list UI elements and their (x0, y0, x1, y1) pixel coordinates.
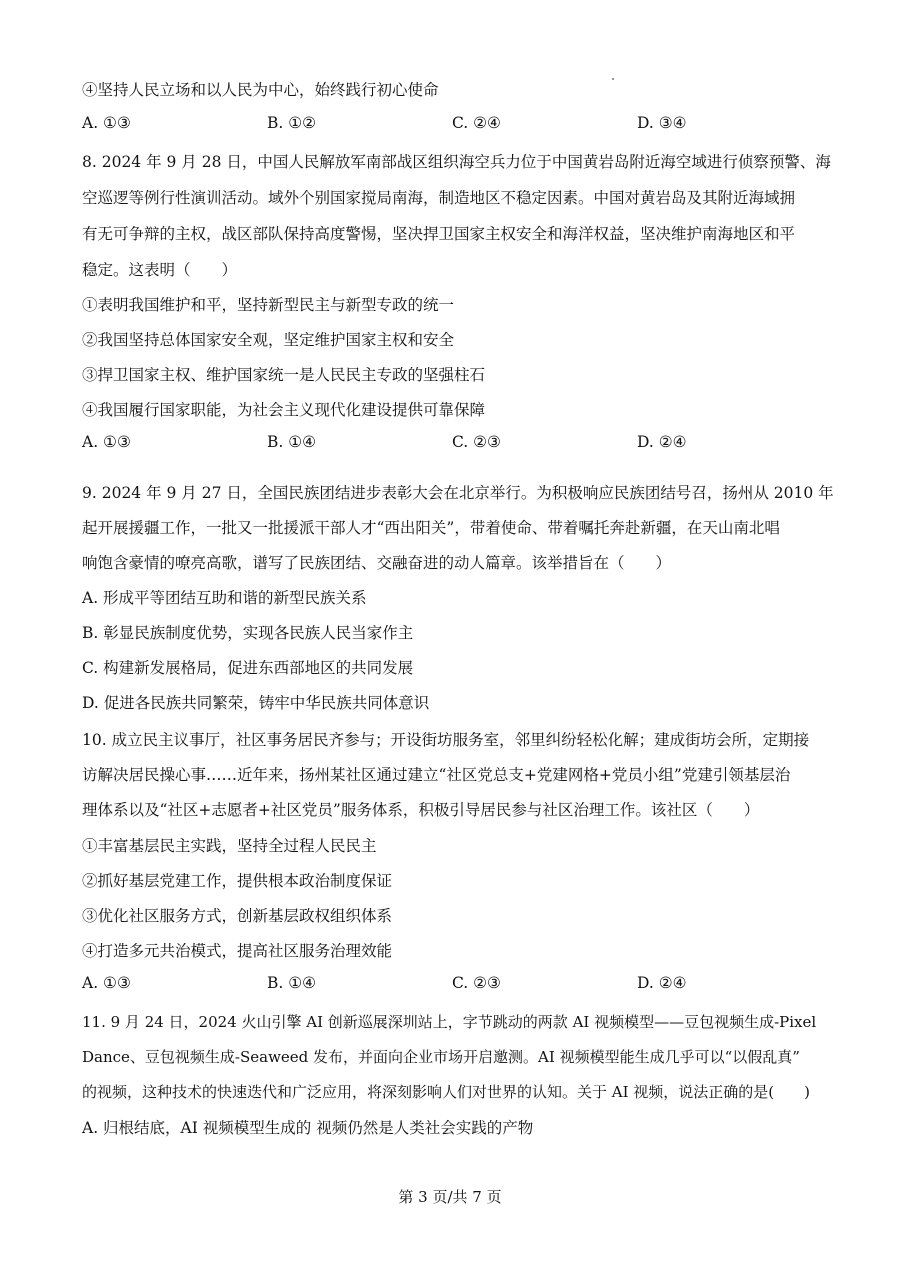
q8-stem-line: 有无可争辩的主权，战区部队保持高度警惕，坚决捍卫国家主权安全和海洋权益，坚决维护南海地区和平 (82, 225, 796, 243)
q8-item-1: ①表明我国维护和平，坚持新型民主与新型专政的统一 (82, 296, 455, 314)
q7-item-4: ④坚持人民立场和以人民为中心，始终践行初心使命 (82, 81, 439, 99)
q11-stem-line: 的视频，这种技术的快速迭代和广泛应用，将深刻影响人们对世界的认知。关于 AI 视频，说法正确的是( ) (82, 1083, 811, 1101)
q8-option-a: A. ①③ (82, 433, 131, 451)
q11-choice-a: A. 归根结底，AI 视频模型生成的 视频仍然是人类社会实践的产物 (82, 1119, 534, 1137)
scan-speck (612, 78, 614, 80)
q8-stem-line: 稳定。这表明（ ） (82, 261, 238, 279)
q9-stem-line: 9. 2024 年 9 月 27 日，全国民族团结进步表彰大会在北京举行。为积极响应民族团结号召，扬州从 2010 年 (82, 484, 834, 502)
q7-option-b: B. ①② (267, 114, 317, 132)
q10-item-3: ③优化社区服务方式，创新基层政权组织体系 (82, 907, 393, 925)
q8-item-2: ②我国坚持总体国家安全观，坚定维护国家主权和安全 (82, 331, 455, 349)
q7-option-d: D. ③④ (637, 114, 687, 132)
q8-option-d: D. ②④ (637, 433, 687, 451)
q8-item-4: ④我国履行国家职能，为社会主义现代化建设提供可靠保障 (82, 401, 486, 419)
q11-stem-line: Dance、豆包视频生成-Seaweed 发布，并面向企业市场开启邀测。AI 视频模型能生成几乎可以“以假乱真” (82, 1048, 800, 1066)
q7-options (82, 114, 822, 138)
q10-option-c: C. ②③ (452, 974, 501, 992)
q9-stem-line: 起开展援疆工作，一批又一批援派干部人才“西出阳关”，带着使命、带着嘱托奔赴新疆，在天山南北唱 (82, 519, 780, 537)
q9-stem-line: 响饱含豪情的嘹亮高歌，谱写了民族团结、交融奋进的动人篇章。该举措旨在（ ） (82, 554, 672, 572)
q9-choice-a: A. 形成平等团结互助和谐的新型民族关系 (82, 589, 367, 607)
q9-choice-c: C. 构建新发展格局，促进东西部地区的共同发展 (82, 659, 414, 677)
q8-item-3: ③捍卫国家主权、维护国家统一是人民民主专政的坚强柱石 (82, 366, 486, 384)
q9-choice-b: B. 彰显民族制度优势，实现各民族人民当家作主 (82, 624, 414, 642)
q8-options (82, 433, 822, 457)
q8-option-b: B. ①④ (267, 433, 317, 451)
q8-stem-line: 空巡逻等例行性演训活动。域外个别国家搅局南海，制造地区不稳定因素。中国对黄岩岛及其附近海域拥 (82, 189, 796, 207)
q10-item-2: ②抓好基层党建工作，提供根本政治制度保证 (82, 872, 393, 890)
q10-stem-line: 理体系以及“社区+志愿者+社区党员”服务体系，积极引导居民参与社区治理工作。该社区（ ） (82, 801, 760, 819)
q10-option-d: D. ②④ (637, 974, 687, 992)
q10-option-b: B. ①④ (267, 974, 317, 992)
q10-stem-line: 访解决居民操心事……近年来，扬州某社区通过建立“社区党总支+党建网格+党员小组”党建引领基层治 (82, 766, 791, 784)
q8-option-c: C. ②③ (452, 433, 501, 451)
q9-choice-d: D. 促进各民族共同繁荣，铸牢中华民族共同体意识 (82, 694, 430, 712)
q10-stem-line: 10. 成立民主议事厅，社区事务居民齐参与；开设街坊服务室，邻里纠纷轻松化解；建成街坊会所，定期接 (82, 731, 810, 749)
q7-option-a: A. ①③ (82, 114, 131, 132)
q10-item-1: ①丰富基层民主实践，坚持全过程人民民主 (82, 837, 377, 855)
page-footer: 第 3 页/共 7 页 (398, 1188, 502, 1206)
q10-options (82, 974, 822, 998)
q10-option-a: A. ①③ (82, 974, 131, 992)
q7-option-c: C. ②④ (452, 114, 501, 132)
q8-stem-line: 8. 2024 年 9 月 28 日，中国人民解放军南部战区组织海空兵力位于中国黄岩岛附近海空域进行侦察预警、海 (82, 153, 831, 171)
q11-stem-line: 11. 9 月 24 日，2024 火山引擎 AI 创新巡展深圳站上，字节跳动的两款 AI 视频模型——豆包视频生成-Pixel (82, 1013, 817, 1031)
q10-item-4: ④打造多元共治模式，提高社区服务治理效能 (82, 942, 393, 960)
